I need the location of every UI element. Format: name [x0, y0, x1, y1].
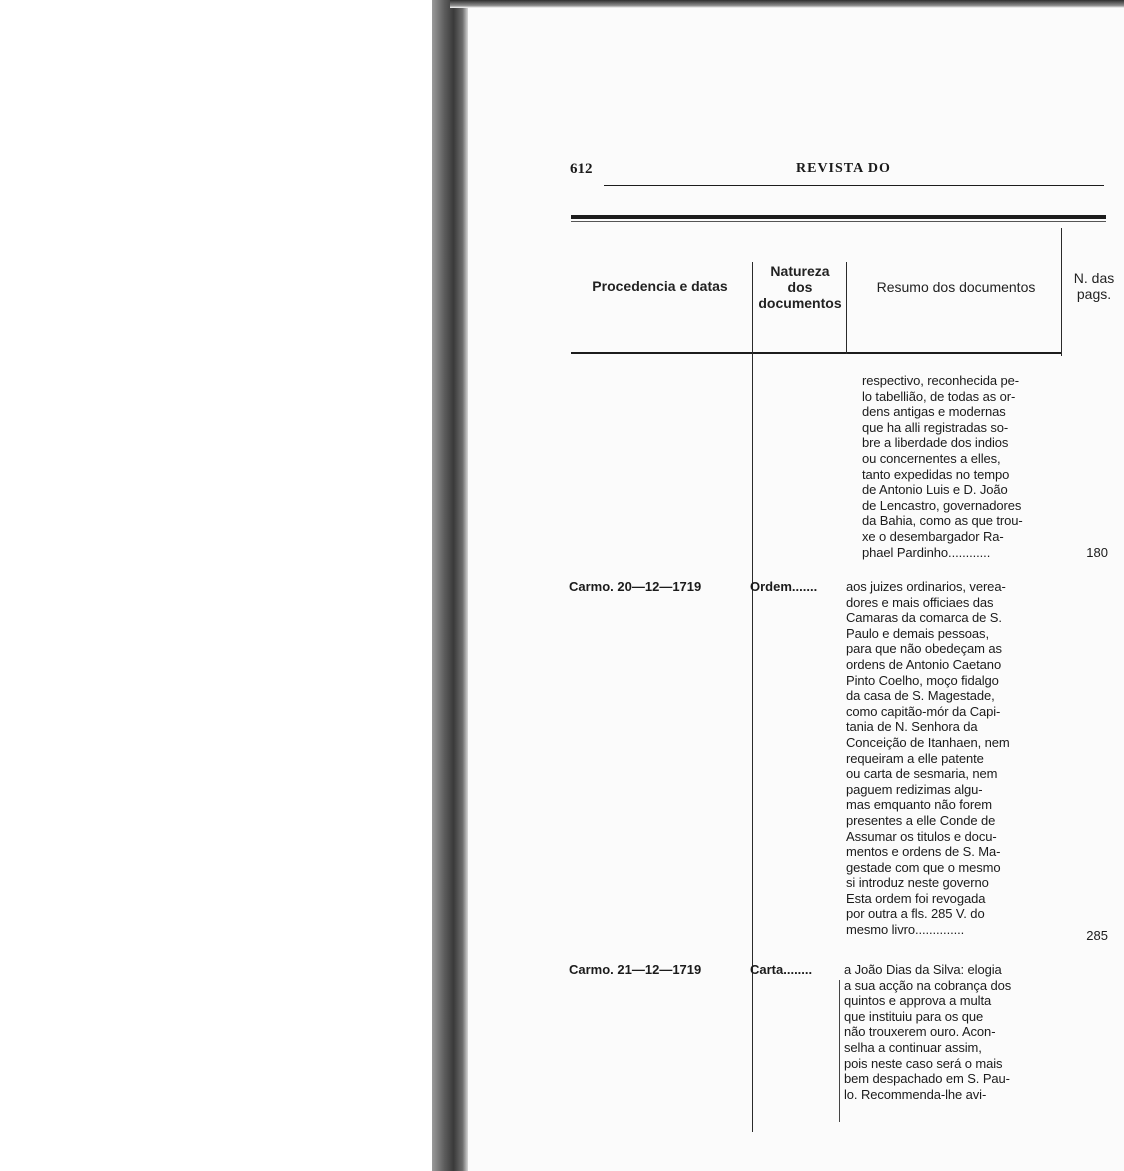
- column-divider-1: [752, 262, 753, 1132]
- header-bottom-rule: [571, 352, 1061, 354]
- column-header-procedencia: Procedencia e datas: [592, 278, 728, 294]
- table-row-summary: aos juizes ordinarios, verea- dores e mais officiaes das Camaras da comarca de S. Paulo e demais pessoas, para que não obedeçam as ordens de Antonio Caetano Pinto Coelho, moço fidalgo da casa de S. Magestade, como capitão-mór da Capi- tania de N. Senhora da Conceição de Itanhaen, nem requeiram a elle patente ou carta de sesmaria, nem paguem redizimas algu- mas emquanto não forem presentes a elle Conde de Assumar os titulos e docu- mentos e ordens de S. Ma- gestade com que o mesmo si introduz neste governo Esta ordem foi revogada por outra a fls. 285 V. do mesmo livro..............: [846, 579, 1010, 938]
- table-row-date: Carmo. 21—12—1719: [569, 962, 702, 977]
- running-title: REVISTA DO: [796, 161, 891, 176]
- table-row-page: 285: [1086, 928, 1108, 943]
- page-top-edge: [450, 0, 1124, 8]
- page-number: 612: [570, 161, 593, 177]
- table-row-nature: Ordem.......: [750, 579, 818, 594]
- column-header-resumo: Resumo dos documentos: [876, 279, 1036, 295]
- column-divider-2-lower: [839, 980, 840, 1122]
- table-row-nature: Carta........: [750, 962, 813, 977]
- table-row-page: 180: [1086, 545, 1108, 560]
- book-spine: [432, 0, 468, 1171]
- table-row-summary: respectivo, reconhecida pe- lo tabellião, de todas as or- dens antigas e modernas que ha alli registradas so- bre a liberdade dos indios ou concernentes a elles, tanto expedidas no tempo de Antonio Luis e D. João de Lencastro, governadores da Bahia, como as que trou- xe o desembargador Ra- phael Pardinho............: [862, 373, 1023, 560]
- table-row-date: Carmo. 20—12—1719: [569, 579, 702, 594]
- column-divider-2: [846, 262, 847, 354]
- table-top-rule: [571, 215, 1106, 219]
- column-header-pags: N. das pags.: [1073, 270, 1115, 302]
- header-rule: [604, 185, 1104, 186]
- table-row-summary: a João Dias da Silva: elogia a sua acção na cobrança dos quintos e approva a multa que instituiu para os que não trouxerem ouro. Acon- selha a continuar assim, pois neste caso será o mais bem despachado em S. Pau- lo. Recommenda-lhe avi-: [844, 962, 1012, 1102]
- column-divider-3: [1061, 228, 1062, 356]
- column-header-natureza: Natureza dos documentos: [758, 263, 842, 311]
- table-top-rule-thin: [571, 221, 1106, 222]
